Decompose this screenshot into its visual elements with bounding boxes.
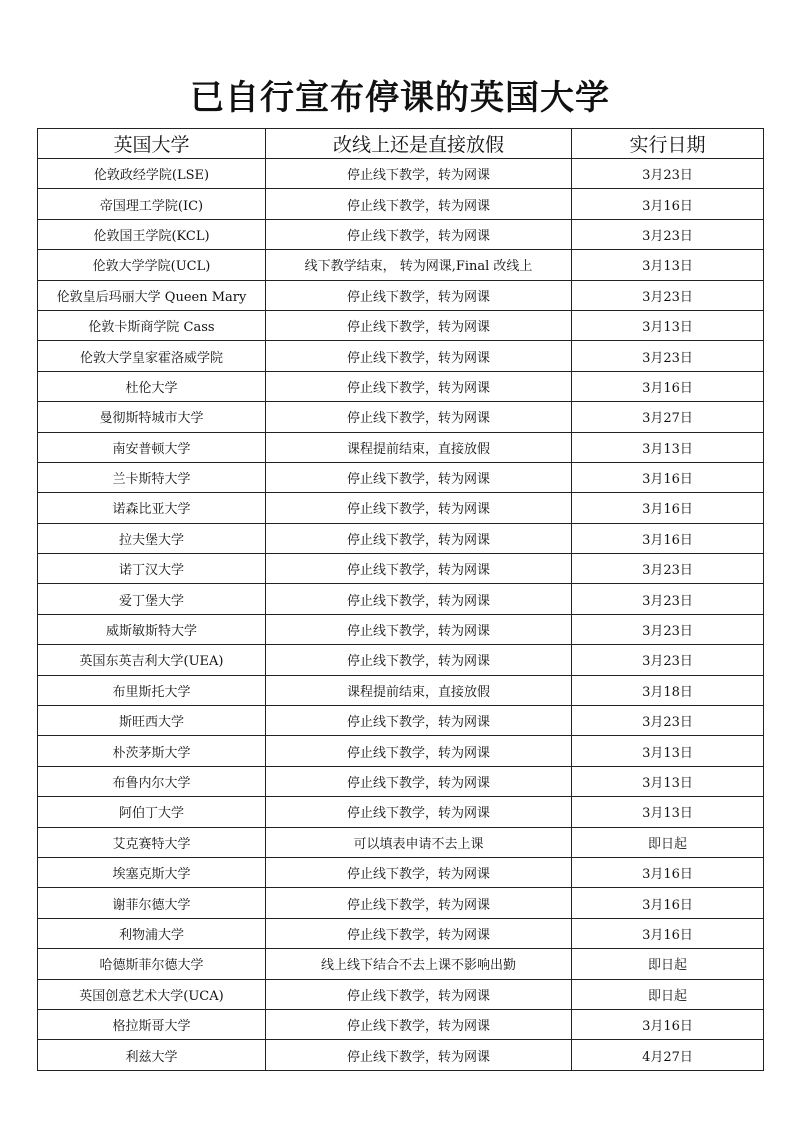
cell-date: 3月23日 — [572, 219, 764, 249]
cell-date: 即日起 — [572, 949, 764, 979]
table-header-row — [38, 129, 764, 159]
cell-university: 威斯敏斯特大学 — [38, 614, 266, 644]
cell-date: 3月23日 — [572, 706, 764, 736]
table-row — [38, 736, 764, 766]
cell-mode: 停止线下教学，转为网课 — [266, 310, 572, 340]
table-row — [38, 888, 764, 918]
table-row — [38, 797, 764, 827]
cell-date: 3月16日 — [572, 857, 764, 887]
cell-university: 格拉斯哥大学 — [38, 1009, 266, 1039]
cell-university: 埃塞克斯大学 — [38, 857, 266, 887]
cell-mode: 停止线下教学，转为网课 — [266, 462, 572, 492]
cell-university: 英国创意艺术大学(UCA) — [38, 979, 266, 1009]
table-row — [38, 1040, 764, 1070]
table-row — [38, 189, 764, 219]
cell-date: 3月13日 — [572, 797, 764, 827]
cell-mode: 停止线下教学，转为网课 — [266, 159, 572, 189]
table-body — [38, 159, 764, 1071]
cell-mode: 停止线下教学，转为网课 — [266, 341, 572, 371]
cell-date: 3月23日 — [572, 341, 764, 371]
cell-date: 3月13日 — [572, 432, 764, 462]
table-row — [38, 371, 764, 401]
cell-university: 英国东英吉利大学(UEA) — [38, 645, 266, 675]
cell-mode: 课程提前结束，直接放假 — [266, 432, 572, 462]
university-table — [37, 128, 764, 1071]
table-row — [38, 341, 764, 371]
cell-date: 3月16日 — [572, 523, 764, 553]
cell-university: 利兹大学 — [38, 1040, 266, 1070]
cell-date: 即日起 — [572, 979, 764, 1009]
cell-university: 伦敦大学皇家霍洛威学院 — [38, 341, 266, 371]
table-row — [38, 614, 764, 644]
cell-university: 曼彻斯特城市大学 — [38, 402, 266, 432]
cell-date: 3月23日 — [572, 614, 764, 644]
cell-university: 伦敦政经学院(LSE) — [38, 159, 266, 189]
cell-mode: 停止线下教学，转为网课 — [266, 918, 572, 948]
cell-date: 3月16日 — [572, 462, 764, 492]
header-date: 实行日期 — [572, 129, 764, 159]
cell-date: 3月13日 — [572, 310, 764, 340]
cell-date: 3月23日 — [572, 584, 764, 614]
cell-date: 3月16日 — [572, 918, 764, 948]
cell-date: 3月16日 — [572, 371, 764, 401]
cell-mode: 停止线下教学，转为网课 — [266, 523, 572, 553]
table-row — [38, 918, 764, 948]
table-row — [38, 219, 764, 249]
header-university: 英国大学 — [38, 129, 266, 159]
cell-date: 3月13日 — [572, 250, 764, 280]
table-row — [38, 584, 764, 614]
table-row — [38, 857, 764, 887]
cell-university: 爱丁堡大学 — [38, 584, 266, 614]
cell-mode: 停止线下教学，转为网课 — [266, 219, 572, 249]
cell-mode: 停止线下教学，转为网课 — [266, 371, 572, 401]
cell-university: 兰卡斯特大学 — [38, 462, 266, 492]
cell-mode: 停止线下教学，转为网课 — [266, 1009, 572, 1039]
cell-university: 伦敦国王学院(KCL) — [38, 219, 266, 249]
cell-date: 3月18日 — [572, 675, 764, 705]
cell-mode: 停止线下教学，转为网课 — [266, 614, 572, 644]
cell-university: 诺丁汉大学 — [38, 554, 266, 584]
cell-university: 杜伦大学 — [38, 371, 266, 401]
cell-mode: 线上线下结合不去上课不影响出勤 — [266, 949, 572, 979]
cell-mode: 停止线下教学，转为网课 — [266, 766, 572, 796]
cell-mode: 停止线下教学，转为网课 — [266, 857, 572, 887]
cell-date: 3月16日 — [572, 493, 764, 523]
cell-date: 3月16日 — [572, 189, 764, 219]
page-title: 已自行宣布停课的英国大学 — [190, 78, 610, 118]
cell-university: 布里斯托大学 — [38, 675, 266, 705]
cell-mode: 停止线下教学，转为网课 — [266, 979, 572, 1009]
table-row — [38, 675, 764, 705]
cell-mode: 停止线下教学，转为网课 — [266, 584, 572, 614]
cell-date: 3月16日 — [572, 888, 764, 918]
table-row — [38, 979, 764, 1009]
table-row — [38, 1009, 764, 1039]
cell-university: 伦敦卡斯商学院 Cass — [38, 310, 266, 340]
table-row — [38, 432, 764, 462]
cell-university: 伦敦大学学院(UCL) — [38, 250, 266, 280]
cell-date: 4月27日 — [572, 1040, 764, 1070]
table-row — [38, 766, 764, 796]
cell-university: 谢菲尔德大学 — [38, 888, 266, 918]
cell-mode: 停止线下教学，转为网课 — [266, 189, 572, 219]
table-row — [38, 402, 764, 432]
cell-date: 3月23日 — [572, 645, 764, 675]
table-row — [38, 523, 764, 553]
cell-mode: 停止线下教学，转为网课 — [266, 554, 572, 584]
cell-university: 哈德斯菲尔德大学 — [38, 949, 266, 979]
cell-mode: 停止线下教学，转为网课 — [266, 645, 572, 675]
table-row — [38, 159, 764, 189]
cell-date: 3月23日 — [572, 554, 764, 584]
cell-date: 3月27日 — [572, 402, 764, 432]
cell-mode: 课程提前结束，直接放假 — [266, 675, 572, 705]
cell-mode: 停止线下教学，转为网课 — [266, 797, 572, 827]
cell-date: 3月23日 — [572, 159, 764, 189]
cell-university: 诺森比亚大学 — [38, 493, 266, 523]
cell-university: 斯旺西大学 — [38, 706, 266, 736]
cell-mode: 停止线下教学，转为网课 — [266, 706, 572, 736]
table-row — [38, 827, 764, 857]
table-row — [38, 310, 764, 340]
cell-university: 帝国理工学院(IC) — [38, 189, 266, 219]
cell-mode: 停止线下教学，转为网课 — [266, 1040, 572, 1070]
cell-university: 南安普顿大学 — [38, 432, 266, 462]
cell-mode: 停止线下教学，转为网课 — [266, 280, 572, 310]
header-mode: 改线上还是直接放假 — [266, 129, 572, 159]
cell-university: 伦敦皇后玛丽大学 Queen Mary — [38, 280, 266, 310]
cell-university: 拉夫堡大学 — [38, 523, 266, 553]
table-row — [38, 645, 764, 675]
cell-date: 即日起 — [572, 827, 764, 857]
cell-university: 布鲁内尔大学 — [38, 766, 266, 796]
cell-date: 3月16日 — [572, 1009, 764, 1039]
cell-date: 3月13日 — [572, 766, 764, 796]
cell-university: 阿伯丁大学 — [38, 797, 266, 827]
table-row — [38, 554, 764, 584]
cell-date: 3月23日 — [572, 280, 764, 310]
table-row — [38, 462, 764, 492]
table-row — [38, 949, 764, 979]
cell-mode: 线下教学结束， 转为网课,Final 改线上 — [266, 250, 572, 280]
table-row — [38, 280, 764, 310]
cell-mode: 停止线下教学，转为网课 — [266, 493, 572, 523]
table-row — [38, 706, 764, 736]
table-row — [38, 493, 764, 523]
cell-mode: 停止线下教学，转为网课 — [266, 888, 572, 918]
table-row — [38, 250, 764, 280]
cell-university: 艾克赛特大学 — [38, 827, 266, 857]
cell-date: 3月13日 — [572, 736, 764, 766]
cell-mode: 停止线下教学，转为网课 — [266, 736, 572, 766]
cell-mode: 停止线下教学，转为网课 — [266, 402, 572, 432]
cell-university: 朴茨茅斯大学 — [38, 736, 266, 766]
cell-university: 利物浦大学 — [38, 918, 266, 948]
cell-mode: 可以填表申请不去上课 — [266, 827, 572, 857]
